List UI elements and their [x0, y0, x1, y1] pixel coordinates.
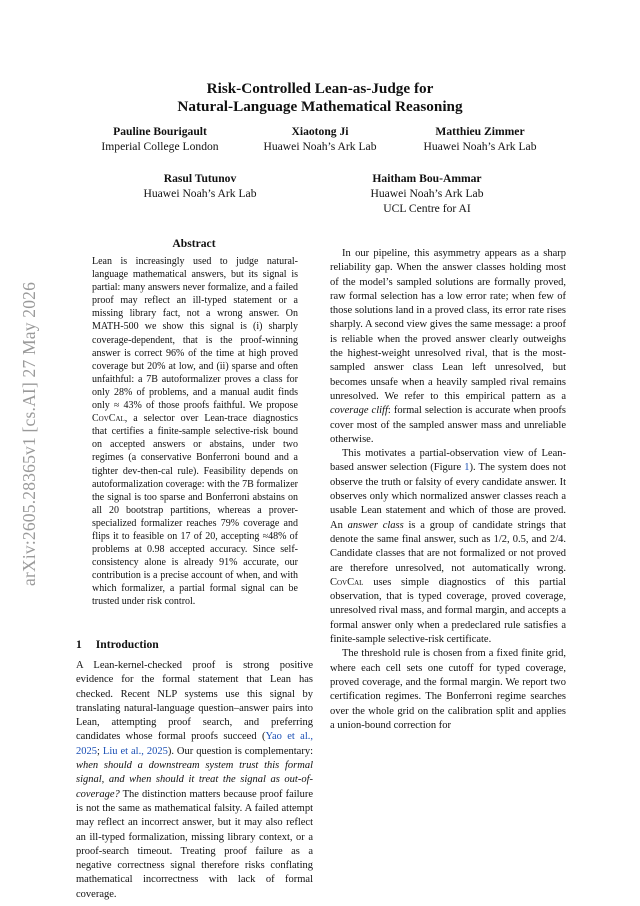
method-name: CovCal	[92, 413, 125, 425]
author-affiliation: Huawei Noah’s Ark Lab	[370, 187, 484, 200]
author-block	[90, 124, 230, 154]
author-name: Xiaotong Ji	[291, 125, 349, 138]
figure-reference-link[interactable]: 1	[464, 462, 470, 474]
intro-paragraph: This motivates a partial-observation view of Lean-based answer selection (Figure 1). The system does not observe the truth or falsity of every candidate answer. It observes only which normalized answer classes reach a usable Lean statement and which of those are proved. An answer class is a group of candidate strings that denote the same final answer, such as 1/2, 0.5, and 2/4. Candidate classes that are not formalized or not proved are therefore unresolved, not automatically wrong. CovCal uses simple diagnostics of this partial observation, that is typed coverage, proved coverage, unresolved rival mass, and formal margin, and accepts a formal answer only when a predeclared rule satisfies a finite-sample selective-risk certificate.	[330, 448, 566, 646]
author-affiliation: Huawei Noah’s Ark Lab	[143, 187, 257, 200]
author-name: Haitham Bou-Ammar	[372, 172, 482, 185]
author-block	[130, 171, 270, 201]
title-line-1: Risk-Controlled Lean-as-Judge for	[206, 80, 434, 97]
intro-paragraph: A Lean-kernel-checked proof is strong positive evidence for the formal statement that Lean has checked. Recent NLP systems use this signal by translating natural-language question–answer pairs into Lean, attempting proof search, and preferring candidates whose formal proofs succeed (Yao et al., 2025; Liu et al., 2025). Our question is complementary: when should a downstream system trust this formal signal, and when should it treat the signal as out-of-coverage? The distinction matters because proof failure is not the same as mathematical falsity. A failed attempt may reflect an incorrect answer, but it may also reflect an ill-typed formalization, missing library context, or a proof-search timeout. Treating proof failure as a negative correctness signal therefore risks conflating mathematical incorrectness with lack of formal coverage.	[76, 660, 313, 900]
author-affiliation: Huawei Noah’s Ark Lab	[263, 140, 377, 153]
method-name: CovCal	[330, 576, 364, 588]
author-affiliation: Imperial College London	[101, 140, 219, 153]
intro-paragraph: The threshold rule is chosen from a fixed finite grid, where each cell sets one cutoff for typed coverage, proved coverage, and the formal margin. We report two certification regimes. The Bonferroni regime searches over the whole grid on the calibration split and applies a union-bound correction for	[330, 648, 566, 731]
arxiv-identifier: arXiv:2605.28365v1 [cs.AI] 27 May 2026	[19, 281, 39, 586]
section-number: 1	[76, 638, 82, 651]
author-block	[357, 171, 497, 216]
author-block	[250, 124, 390, 154]
author-affiliation: Huawei Noah’s Ark Lab	[423, 140, 537, 153]
intro-left-column	[76, 659, 313, 902]
abstract-body: Lean is increasingly used to judge natural-language mathematical answers, but its signal is partial: many answers never formalize, and a failed proof may reflect an ill-typed statement or a missing library fact, not a wrong answer. On MATH-500 we show this signal is (i) sharply coverage-dependent, that is the proof-winning answer is correct 96% of the time at high proved coverage but 20% at low, and (ii) sparse and often unfaithful: a 7B autoformalizer proves a class for only 28% of problems, and a manual audit finds only ≈ 43% of those proofs faithful. We propose CovCal, a selector over Lean-trace diagnostics that certifies a finite-sample selective-risk bound on accepted answers or abstains, under two regimes (a conservative Bonferroni bound and a tighter dev-then-cal rule). Feasibility depends on autoformalization coverage: with the 7B formalizer the signal is too sparse and Bonferroni abstains on all 20 bootstrap partitions, whereas a prover-specialized formalizer reaches 79% coverage and flips it to feasible on 17 of 20, accepting ≈48% of problems at 0.98 accepted accuracy. Since self-consistency alone is already 91% accurate, our contribution is a precise account of when, and with which formalizer, a partial formal signal can be trusted under risk control.	[92, 256, 298, 608]
title-line-2: Natural-Language Mathematical Reasoning	[177, 98, 463, 115]
author-block	[410, 124, 550, 154]
citation-link[interactable]: Yao et al., 2025	[76, 731, 313, 757]
abstract-heading: Abstract	[172, 237, 216, 250]
section-title: Introduction	[95, 638, 159, 651]
author-name: Rasul Tutunov	[163, 172, 237, 185]
intro-paragraph: In our pipeline, this asymmetry appears as a sharp reliability gap. When the answer classes holding most of the model’s sampled solutions are formally proved, raw formal selection has a low error rate; when few of those solutions land in a proved class, its error rate rises sharply. A second view gives the same message: a proof is reliable when the proved answer clearly outweighs the highest-weight unresolved rival, that is the most-sampled answer class Lean left unresolved, but becomes unsafe when a heavily sampled rival remains unresolved. We refer to this empirical pattern as a coverage cliff: formal selection is accurate when proofs cover most of the sampled answer mass and unreliable otherwise.	[330, 248, 566, 445]
author-affiliation-2: UCL Centre for AI	[383, 202, 471, 215]
author-name: Matthieu Zimmer	[435, 125, 525, 138]
section-heading	[76, 638, 159, 651]
author-name: Pauline Bourigault	[113, 125, 207, 138]
paper-title	[0, 80, 640, 116]
citation-link[interactable]: Liu et al., 2025	[102, 745, 168, 757]
intro-right-column	[330, 247, 566, 733]
